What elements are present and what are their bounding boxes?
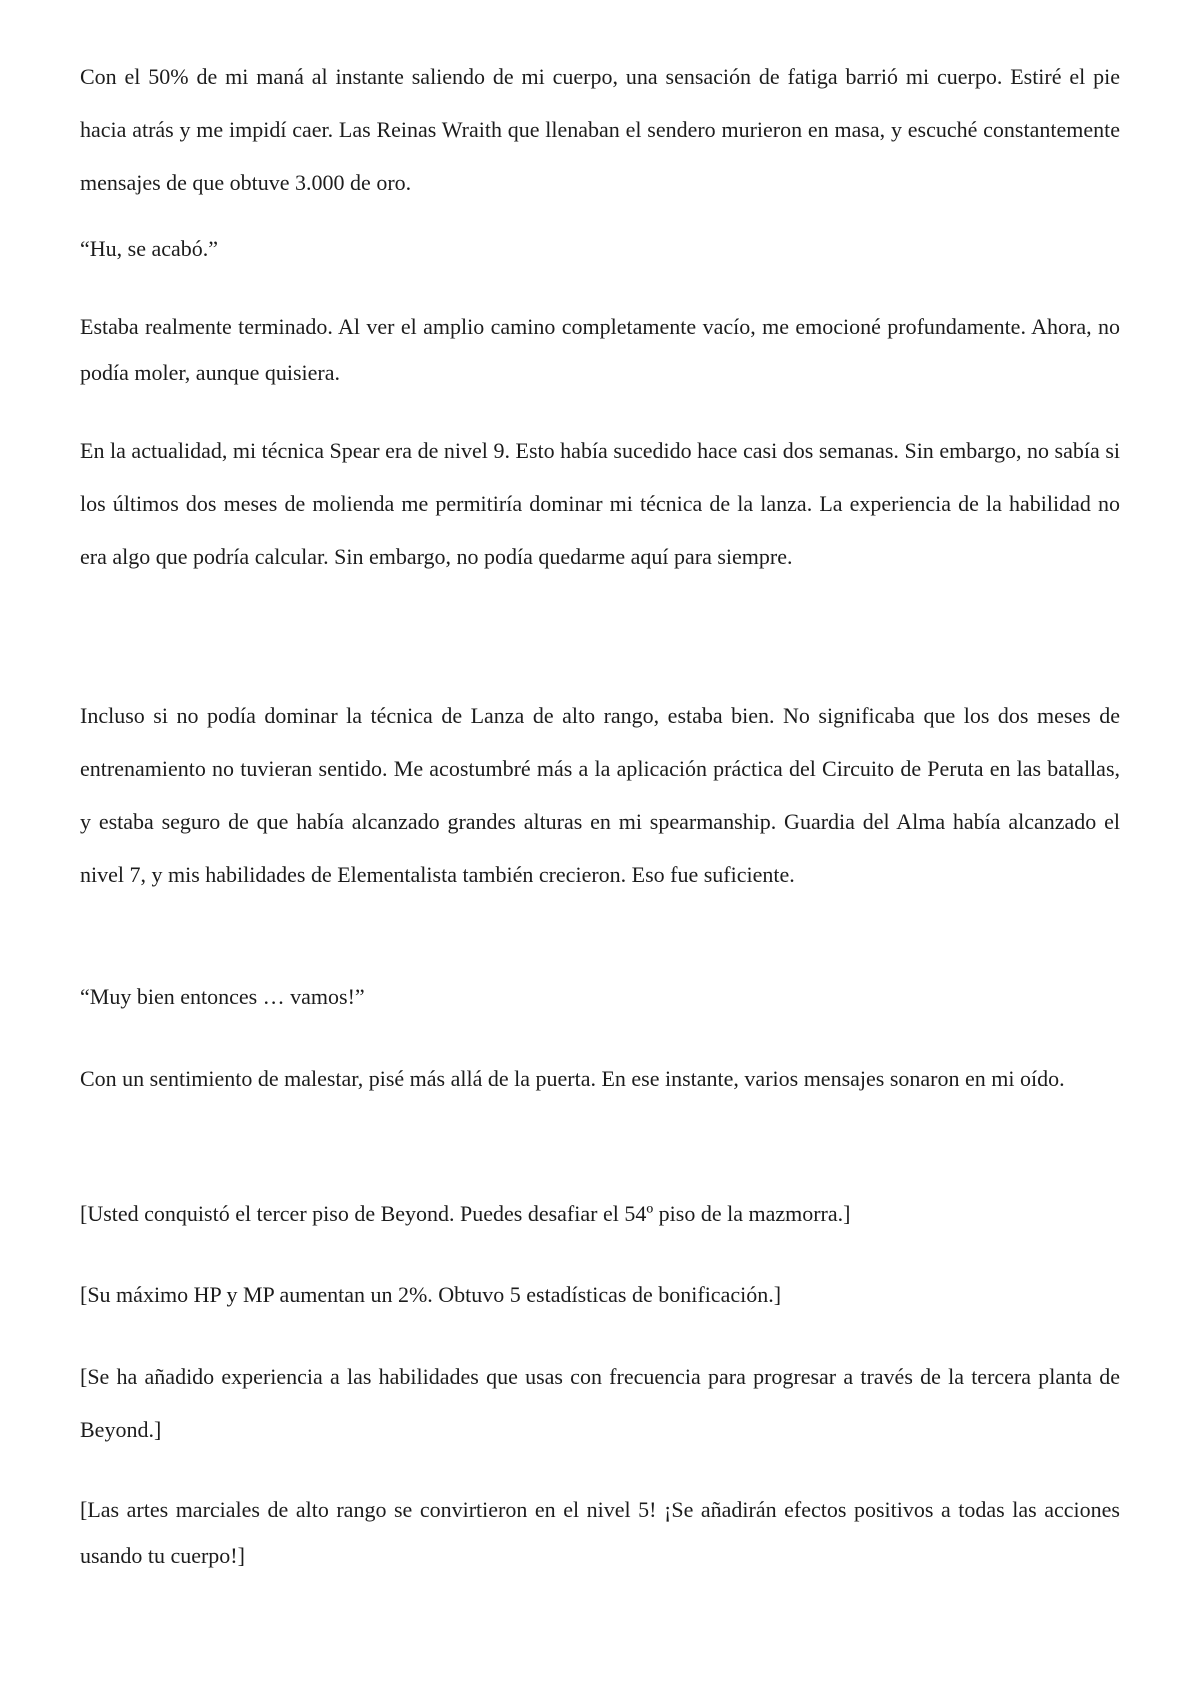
- paragraph-spear-technique: En la actualidad, mi técnica Spear era de nivel 9. Esto había sucedido hace casi dos semanas. Sin embargo, no sabía si los últimos dos meses de molienda me permitiría dominar mi técnica de la lanza. La experiencia de la habilidad no era algo que podría calcular. Sin embargo, no podía quedarme aquí para siempre.: [80, 438, 1120, 569]
- paragraph-training: Incluso si no podía dominar la técnica de Lanza de alto rango, estaba bien. No significaba que los dos meses de entrenamiento no tuvieran sentido. Me acostumbré más a la aplicación práctica del Circuito de Peruta en las batallas, y estaba seguro de que había alcanzado grandes alturas en mi spearmanship. Guardia del Alma había alcanzado el nivel 7, y mis habilidades de Elementalista también crecieron. Eso fue suficiente.: [80, 703, 1120, 887]
- system-message-conquest: [Usted conquistó el tercer piso de Beyond. Puedes desafiar el 54º piso de la mazmorra.]: [80, 1201, 851, 1226]
- paragraph-fatigue: Con el 50% de mi maná al instante saliendo de mi cuerpo, una sensación de fatiga barrió mi cuerpo. Estiré el pie hacia atrás y me impidí caer. Las Reinas Wraith que llenaban el sendero murieron en masa, y escuché constantemente mensajes de que obtuve 3.000 de oro.: [80, 64, 1120, 195]
- paragraph-dialogue-hu: “Hu, se acabó.”: [80, 236, 219, 261]
- paragraph-finished: Estaba realmente terminado. Al ver el amplio camino completamente vacío, me emocioné profundamente. Ahora, no podía moler, aunque quisiera.: [80, 314, 1120, 385]
- system-message-experience: [Se ha añadido experiencia a las habilidades que usas con frecuencia para progresar a través de la tercera planta de Beyond.]: [80, 1364, 1120, 1442]
- paragraph-dialogue-vamos: “Muy bien entonces … vamos!”: [80, 984, 365, 1009]
- system-message-stats: [Su máximo HP y MP aumentan un 2%. Obtuvo 5 estadísticas de bonificación.]: [80, 1282, 782, 1307]
- system-message-martial-arts: [Las artes marciales de alto rango se convirtieron en el nivel 5! ¡Se añadirán efectos positivos a todas las acciones usando tu cuerpo!]: [80, 1497, 1120, 1568]
- paragraph-door: Con un sentimiento de malestar, pisé más allá de la puerta. En ese instante, varios mensajes sonaron en mi oído.: [80, 1066, 1065, 1091]
